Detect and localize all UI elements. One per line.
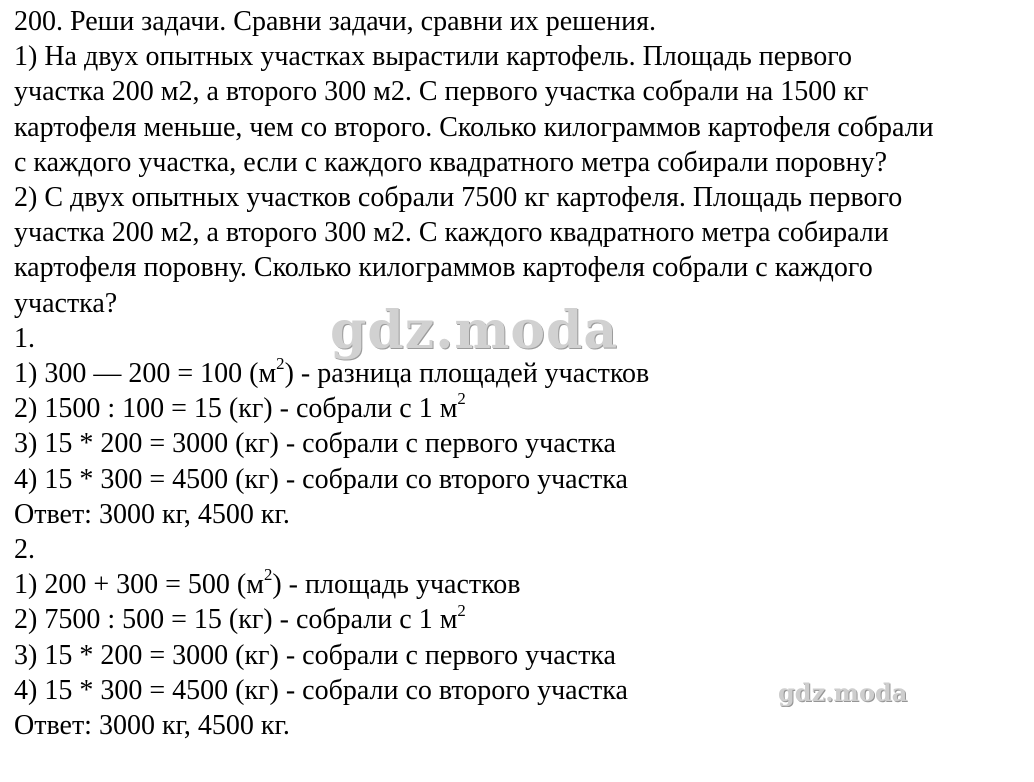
solution-step: 3) 15 * 200 = 3000 (кг) - собрали с первого участка xyxy=(14,428,616,460)
watermark-large: gdz.moda xyxy=(330,300,619,361)
task-1-line: картофеля меньше, чем со второго. Сколько килограммов картофеля собрали xyxy=(14,111,934,143)
task-2-line: картофеля поровну. Сколько килограммов картофеля собрали с каждого xyxy=(14,252,873,284)
solution-step xyxy=(14,391,1032,426)
solution-2 xyxy=(14,532,1032,743)
superscript: 2 xyxy=(457,389,466,409)
document-page xyxy=(14,4,1032,743)
task-1-line: 1) На двух опытных участках вырастили картофель. Площадь первого xyxy=(14,41,853,73)
solution-step xyxy=(14,356,1032,391)
solution-step: 3) 15 * 200 = 3000 (кг) - собрали с первого участка xyxy=(14,639,616,671)
step-text: 2) 7500 : 500 = 15 (кг) - собрали с 1 м xyxy=(14,604,458,636)
problem-header: 200. Реши задачи. Сравни задачи, сравни их решения. xyxy=(14,6,656,37)
solution-2-label: 2. xyxy=(14,534,35,566)
step-text: ) - площадь участков xyxy=(272,569,521,601)
watermark-small: gdz.moda xyxy=(778,678,908,707)
step-text: 2) 1500 : 100 = 15 (кг) - собрали с 1 м xyxy=(14,393,458,425)
solution-step: 4) 15 * 300 = 4500 (кг) - собрали со второго участка xyxy=(14,674,628,706)
solution-step: 4) 15 * 300 = 4500 (кг) - собрали со второго участка xyxy=(14,463,628,495)
task-2-line: участка 200 м2, а второго 300 м2. С каждого квадратного метра собирали xyxy=(14,217,889,249)
task-2-text xyxy=(14,180,1032,321)
solution-answer: Ответ: 3000 кг, 4500 кг. xyxy=(14,498,290,530)
task-1-line: с каждого участка, если с каждого квадратного метра собирали поровну? xyxy=(14,146,888,178)
superscript: 2 xyxy=(263,565,273,585)
step-text: ) - разница площадей участков xyxy=(284,358,650,390)
superscript: 2 xyxy=(457,600,466,620)
solution-step xyxy=(14,602,1032,637)
solution-1 xyxy=(14,321,1032,532)
solution-1-label: 1. xyxy=(14,322,35,354)
step-text: 1) 200 + 300 = 500 (м xyxy=(14,569,264,601)
task-2-line: 2) С двух опытных участков собрали 7500 кг картофеля. Площадь первого xyxy=(14,182,903,214)
step-text: 1) 300 — 200 = 100 (м xyxy=(14,358,277,390)
problem-statement xyxy=(14,4,1032,321)
superscript: 2 xyxy=(276,354,285,374)
solution-step xyxy=(14,567,1032,602)
task-1-line: участка 200 м2, а второго 300 м2. С первого участка собрали на 1500 кг xyxy=(14,76,869,108)
solution-answer: Ответ: 3000 кг, 4500 кг. xyxy=(14,710,290,742)
task-2-line: участка? xyxy=(14,287,118,319)
task-1-text xyxy=(14,39,1032,180)
